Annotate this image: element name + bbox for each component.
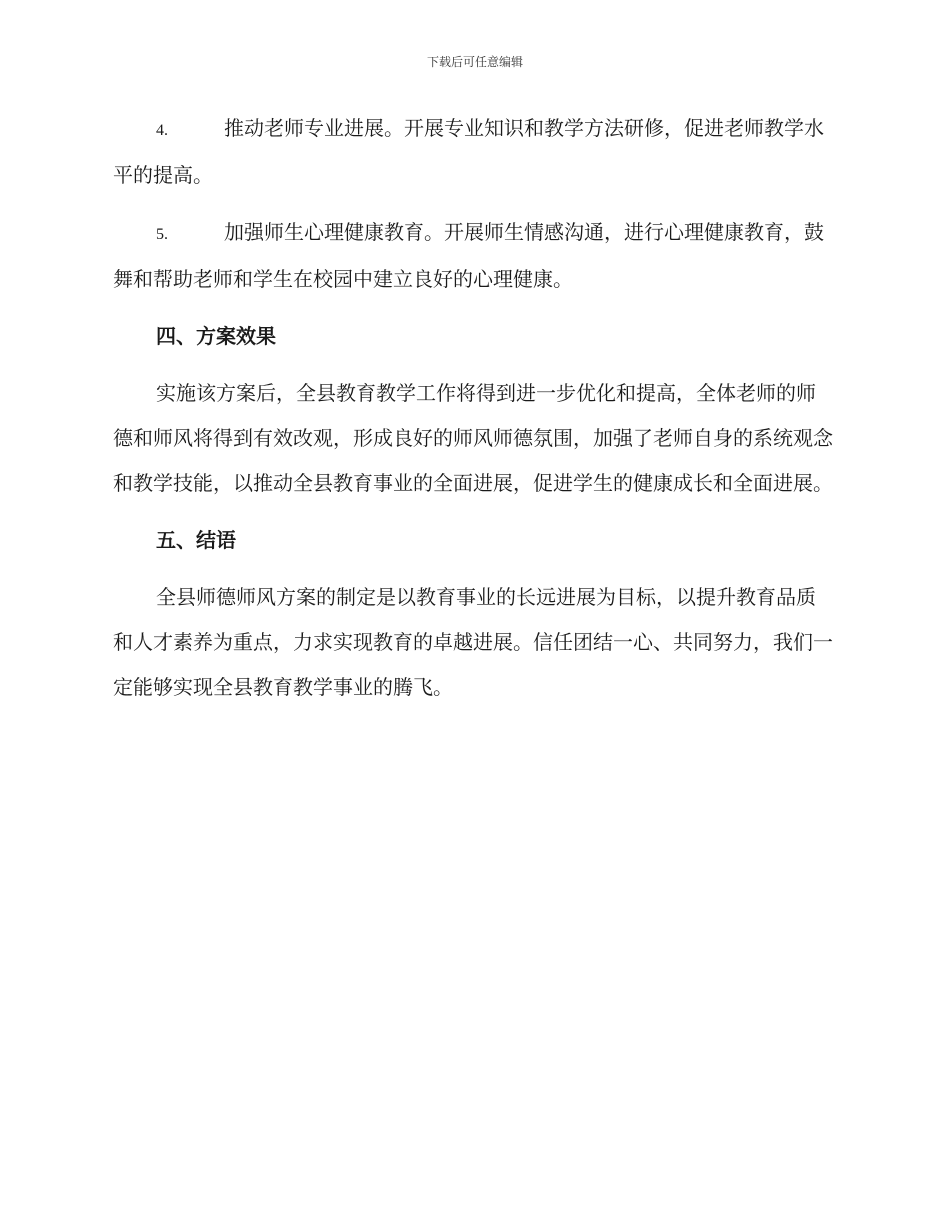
- list-item-text: 加强师生心理健康教育。开展师生情感沟通，进行心理健康教育，鼓舞和帮助老师和学生在校园中建立良好的心理健康。: [113, 220, 824, 291]
- list-item-4: [113, 106, 833, 198]
- list-number: 5.: [156, 226, 168, 243]
- section-heading-effect: 四、方案效果: [156, 324, 276, 348]
- list-item-text: 推动老师专业进展。开展专业知识和教学方法研修，促进老师教学水平的提高。: [113, 116, 824, 187]
- document-body: [113, 106, 833, 722]
- list-item-5: [113, 210, 833, 302]
- section-paragraph-conclusion: 全县师德师风方案的制定是以教育事业的长远进展为目标，以提升教育品质和人才素养为重点，力求实现教育的卓越进展。信任团结一心、共同努力，我们一定能够实现全县教育教学事业的腾飞。: [113, 585, 833, 699]
- list-number: 4.: [156, 122, 168, 139]
- header-note: 下载后可任意编辑: [426, 55, 523, 69]
- section-heading-conclusion: 五、结语: [156, 528, 236, 552]
- section-paragraph-effect: 实施该方案后，全县教育教学工作将得到进一步优化和提高，全体老师的师德和师风将得到有效改观，形成良好的师风师德氛围，加强了老师自身的系统观念和教学技能，以推动全县教育事业的全面进展，促进学生的健康成长和全面进展。: [113, 381, 833, 495]
